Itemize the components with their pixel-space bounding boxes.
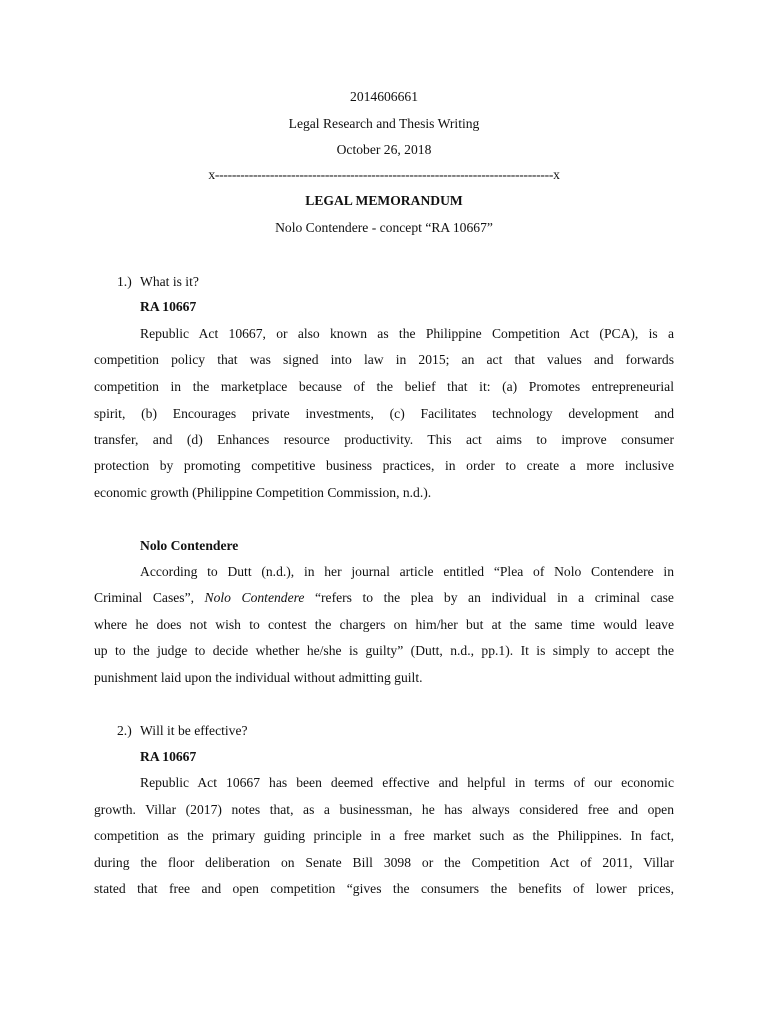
nolo-line: punishment laid upon the individual without admitting guilt.	[94, 670, 423, 685]
q2-ra-line: during the floor deliberation on Senate Bill 3098 or the Competition Act of 2011, Villar	[94, 855, 674, 870]
q1-ra-heading: RA 10667	[140, 299, 197, 314]
q1-ra-line: protection by promoting competitive business practices, in order to create a more inclusive	[94, 458, 674, 473]
q2-ra-heading: RA 10667	[140, 749, 197, 764]
divider-line: x--------------------------------------------------------------------------------x	[208, 167, 560, 182]
q1-ra-line: competition policy that was signed into law in 2015; an act that values and forwards	[94, 352, 674, 367]
student-id: 2014606661	[350, 89, 418, 104]
nolo-line	[94, 590, 674, 606]
question-2-number: 2.)	[117, 723, 132, 738]
nolo-line-pre: Criminal Cases”,	[94, 590, 205, 605]
nolo-line: According to Dutt (n.d.), in her journal article entitled “Plea of Nolo Contendere in	[140, 564, 674, 579]
question-1-text: What is it?	[140, 274, 199, 289]
nolo-line-post: “refers to the plea by an individual in a criminal case	[304, 590, 674, 605]
nolo-term: Nolo Contendere	[204, 590, 305, 605]
q2-ra-line: stated that free and open competition “gives the consumers the benefits of lower prices,	[94, 881, 674, 896]
nolo-line: where he does not wish to contest the chargers on him/her but at the same time would leave	[94, 617, 674, 632]
nolo-line: up to the judge to decide whether he/she is guilty” (Dutt, n.d., pp.1). It is simply to accept the	[94, 643, 674, 658]
q1-ra-line: spirit, (b) Encourages private investments, (c) Facilitates technology development and	[94, 406, 674, 421]
q1-ra-line: Republic Act 10667, or also known as the Philippine Competition Act (PCA), is a	[140, 326, 674, 341]
nolo-heading: Nolo Contendere	[140, 538, 239, 553]
question-2-text: Will it be effective?	[140, 723, 248, 738]
q1-ra-line: economic growth (Philippine Competition Commission, n.d.).	[94, 485, 432, 500]
memo-subtitle: Nolo Contendere - concept “RA 10667”	[275, 220, 493, 235]
q1-ra-line: competition in the marketplace because of the belief that it: (a) Promotes entrepreneurial	[94, 379, 674, 394]
question-1-number: 1.)	[117, 274, 132, 289]
memo-date: October 26, 2018	[336, 142, 432, 157]
course-title: Legal Research and Thesis Writing	[288, 116, 480, 131]
memo-title: LEGAL MEMORANDUM	[305, 193, 463, 208]
q2-ra-line: Republic Act 10667 has been deemed effective and helpful in terms of our economic	[140, 775, 674, 790]
q2-ra-line: competition as the primary guiding principle in a free market such as the Philippines. In fact,	[94, 828, 674, 843]
q2-ra-line: growth. Villar (2017) notes that, as a businessman, he has always considered free and open	[94, 802, 674, 817]
q1-ra-line: transfer, and (d) Enhances resource productivity. This act aims to improve consumer	[94, 432, 674, 447]
